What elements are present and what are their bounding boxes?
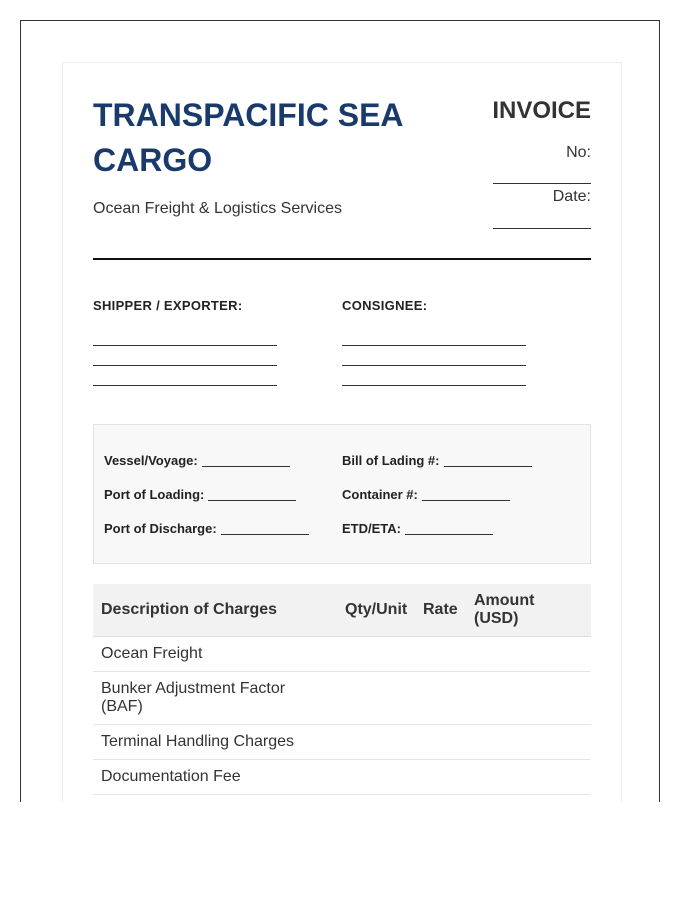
vessel-voyage-label: Vessel/Voyage: [104,453,198,468]
bill-of-lading-label: Bill of Lading #: [342,453,440,468]
table-row [93,672,591,725]
etd-eta-label: ETD/ETA: [342,521,401,536]
invoice-number-field[interactable] [493,183,591,184]
description-column-header: Description of Charges [101,601,278,618]
table-row [93,760,591,795]
table-row [93,725,591,760]
charge-description: Terminal Handling Charges [101,733,294,750]
charge-description: Documentation Fee [101,768,241,785]
container-label: Container #: [342,487,418,502]
consignee-line-2[interactable] [342,365,526,366]
invoice-title: INVOICE [492,97,591,124]
consignee-line-1[interactable] [342,345,526,346]
charge-description: Bunker Adjustment Factor (BAF) [101,680,286,715]
port-of-discharge-field [104,521,309,536]
charge-description: Ocean Freight [101,645,203,662]
qty-unit-column-header: Qty/Unit [345,601,408,618]
invoice-number-label: No: [566,144,591,161]
company-name: TRANSPACIFIC SEA CARGO [93,97,403,178]
shipper-line-3[interactable] [93,385,277,386]
invoice-date-field[interactable] [493,228,591,229]
bill-of-lading-field [342,453,532,468]
rate-column-header: Rate [423,601,458,618]
shipper-line-1[interactable] [93,345,277,346]
consignee-line-3[interactable] [342,385,526,386]
invoice-page [62,62,622,802]
container-input[interactable] [422,488,510,501]
consignee-label: CONSIGNEE: [342,298,428,313]
container-field [342,487,510,502]
port-of-discharge-input[interactable] [221,522,309,535]
invoice-date-label: Date: [552,188,591,205]
bill-of-lading-input[interactable] [444,454,532,467]
etd-eta-input[interactable] [405,522,493,535]
charges-table [93,584,591,795]
table-row [93,637,591,672]
shipper-label: SHIPPER / EXPORTER: [93,298,243,313]
port-of-loading-input[interactable] [208,488,296,501]
port-of-loading-label: Port of Loading: [104,487,205,502]
amount-column-header: Amount (USD) [474,592,535,627]
port-of-discharge-label: Port of Discharge: [104,521,217,536]
table-header-row [93,584,591,637]
shipping-details-box [93,424,591,564]
company-tagline: Ocean Freight & Logistics Services [93,200,342,217]
vessel-voyage-input[interactable] [202,454,290,467]
header-divider [93,258,591,260]
document-frame [20,20,660,802]
port-of-loading-field [104,487,296,502]
shipper-line-2[interactable] [93,365,277,366]
etd-eta-field [342,521,493,536]
vessel-voyage-field [104,453,290,468]
